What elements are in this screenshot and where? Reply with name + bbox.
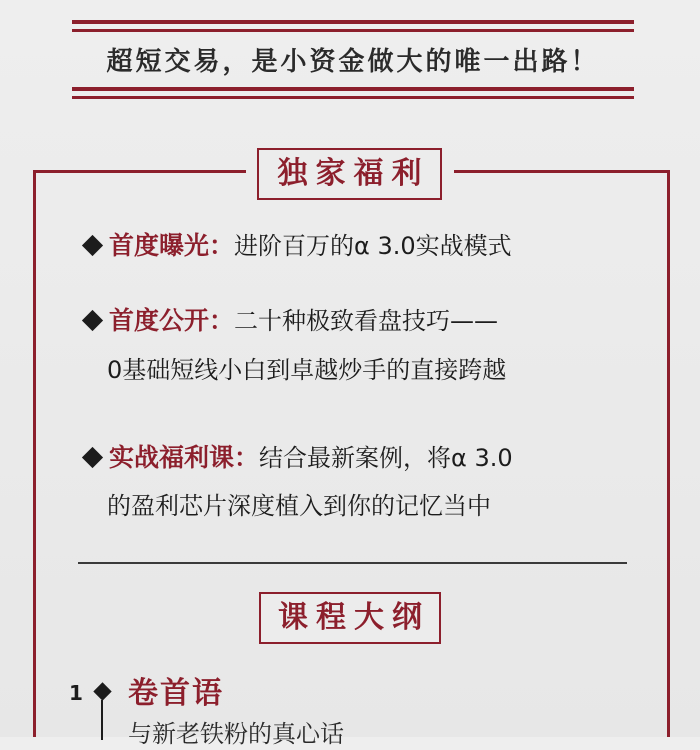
benefit-text-continued: 的盈利芯片深度植入到你的记忆当中 <box>107 492 491 520</box>
benefit-item-2 <box>82 299 498 343</box>
benefit-label: 首度公开： <box>109 306 235 335</box>
diamond-bullet-icon <box>82 234 103 255</box>
benefit-text-continued: 0基础短线小白到卓越炒手的直接跨越 <box>107 356 507 384</box>
slogan-rule-top-2 <box>72 29 634 32</box>
benefit-item-1 <box>82 224 512 268</box>
chapter-number: 1 <box>69 681 83 705</box>
chapter-title: 卷首语 <box>128 676 224 711</box>
timeline-line <box>101 700 103 740</box>
chapter-subtitle: 与新老铁粉的真心话 <box>128 720 344 748</box>
frame-top-right <box>454 170 670 173</box>
slogan-rule-bottom-1 <box>72 87 634 91</box>
frame-top-left <box>33 170 246 173</box>
benefit-item-3 <box>82 436 513 480</box>
slogan-text: 超短交易，是小资金做大的唯一出路！ <box>106 47 600 77</box>
benefit-text: 进阶百万的α 3.0实战模式 <box>234 232 512 260</box>
diamond-bullet-icon <box>82 446 103 467</box>
benefit-label: 首度曝光： <box>109 231 235 260</box>
benefit-text: 结合最新案例，将α 3.0 <box>259 444 513 472</box>
slogan-rule-bottom-2 <box>72 96 634 99</box>
slogan-rule-top-1 <box>72 20 634 24</box>
chapter-diamond-icon <box>93 682 111 700</box>
benefit-text: 二十种极致看盘技巧—— <box>234 307 499 335</box>
diamond-bullet-icon <box>82 309 103 330</box>
section-divider <box>78 562 627 564</box>
benefits-title: 独家福利 <box>257 148 442 200</box>
frame-left <box>33 170 36 737</box>
outline-title: 课程大纲 <box>259 592 441 644</box>
benefit-label: 实战福利课： <box>109 443 260 472</box>
frame-right <box>667 170 670 737</box>
